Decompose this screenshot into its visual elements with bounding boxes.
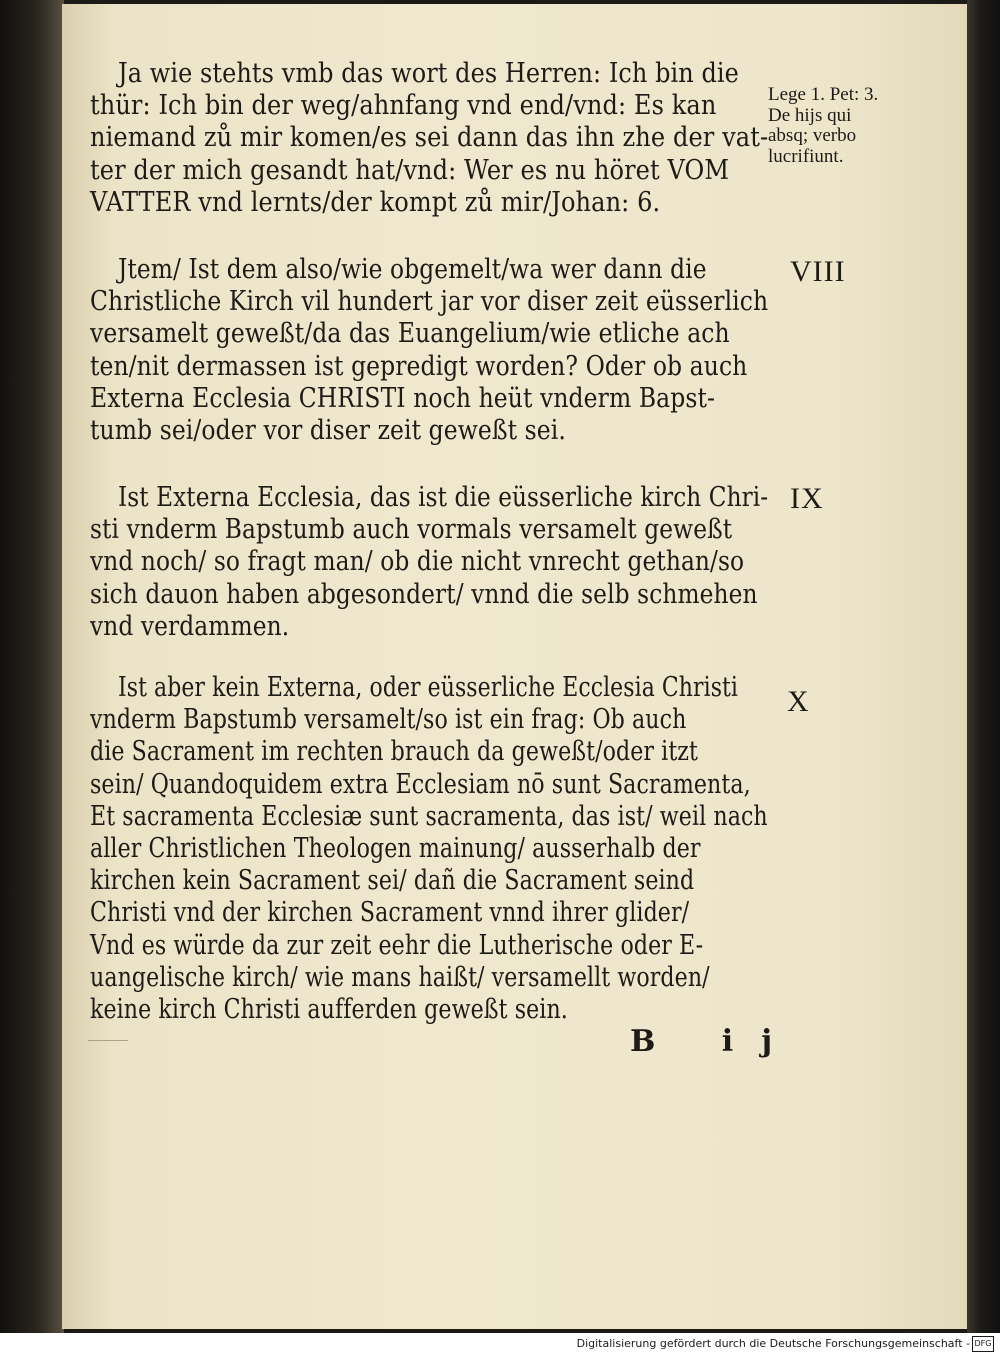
text-line: Ist Externa Ecclesia, das ist die eüsserliche kirch Chri- <box>118 482 769 513</box>
text-line: ten/nit dermassen ist gepredigt worden? Oder ob auch <box>90 350 748 382</box>
page-gutter-shadow <box>0 0 64 1333</box>
text-line: die Sacrament im rechten brauch da geweßt/oder itzt <box>90 736 698 768</box>
text-line: Ja wie stehts vmb das wort des Herren: Ich bin die <box>118 58 739 89</box>
text-line: VATTER vnd lernts/der kompt zů mir/Johan: 6. <box>90 186 661 218</box>
text-line: keine kirch Christi aufferden geweßt sein. <box>90 994 568 1026</box>
text-line: Christi vnd der kirchen Sacrament vnnd ihrer glider/ <box>90 897 690 929</box>
text-line: sti vnderm Bapstumb auch vormals versamelt geweßt <box>90 514 733 546</box>
paragraph-3 <box>90 482 875 643</box>
margin-note-line: De hijs qui <box>768 104 852 126</box>
ink-mark <box>88 1040 128 1041</box>
paragraph-2 <box>90 254 870 447</box>
margin-note-line: Lege 1. Pet: 3. <box>768 84 879 105</box>
text-line: vnderm Bapstumb versamelt/so ist ein frag: Ob auch <box>90 704 687 736</box>
text-line: sein/ Quandoquidem extra Ecclesiam nō sunt Sacramenta, <box>90 768 751 800</box>
text-line: versamelt geweßt/da das Euangelium/wie etliche ach <box>90 318 730 350</box>
text-line: tumb sei/oder vor diser zeit geweßt sei. <box>90 415 566 447</box>
paragraph-4 <box>90 672 918 1026</box>
margin-note-line: absq; verbo <box>768 125 857 146</box>
text-line: Ist aber kein Externa, oder eüsserliche Ecclesia Christi <box>118 672 739 703</box>
signature-mark: B ij <box>630 1024 801 1059</box>
margin-note-line: lucrifiunt. <box>768 145 844 167</box>
text-line: Vnd es würde da zur zeit eehr die Lutherische oder E- <box>90 929 704 961</box>
paragraph-1 <box>90 58 851 219</box>
text-line: thür: Ich bin der weg/ahnfang vnd end/vnd: Es kan <box>90 90 717 122</box>
text-line: aller Christlichen Theologen mainung/ ausserhalb der <box>90 833 701 865</box>
section-numeral: X <box>787 685 810 718</box>
footer-credit: Digitalisierung gefördert durch die Deutsche Forschungsgemeinschaft - <box>576 1337 970 1350</box>
page-right-edge <box>967 0 1000 1333</box>
margin-note <box>768 85 918 167</box>
text-line: kirchen kein Sacrament sei/ dañ die Sacrament seind <box>90 865 695 897</box>
text-line: Jtem/ Ist dem also/wie obgemelt/wa wer dann die <box>118 254 707 285</box>
dfg-logo: DFG <box>972 1336 994 1352</box>
section-numeral: IX <box>790 482 824 515</box>
text-line: sich dauon haben abgesondert/ vnnd die selb schmehen <box>90 578 758 610</box>
text-line: vnd verdammen. <box>90 610 290 642</box>
text-line: Et sacramenta Ecclesiæ sunt sacramenta, das ist/ weil nach <box>90 800 768 832</box>
text-line: niemand zů mir komen/es sei dann das ihn zhe der vat- <box>90 122 769 154</box>
section-numeral: VIII <box>790 255 846 288</box>
text-line: Christliche Kirch vil hundert jar vor diser zeit eüsserlich <box>90 286 769 318</box>
text-line: ter der mich gesandt hat/vnd: Wer es nu höret VOM <box>90 154 730 186</box>
text-line: uangelische kirch/ wie mans haißt/ versamellt worden/ <box>90 961 710 993</box>
text-line: vnd noch/ so fragt man/ ob die nicht vnrecht gethan/so <box>90 546 745 578</box>
text-line: Externa Ecclesia CHRISTI noch heüt vnderm Bapst- <box>90 382 716 414</box>
